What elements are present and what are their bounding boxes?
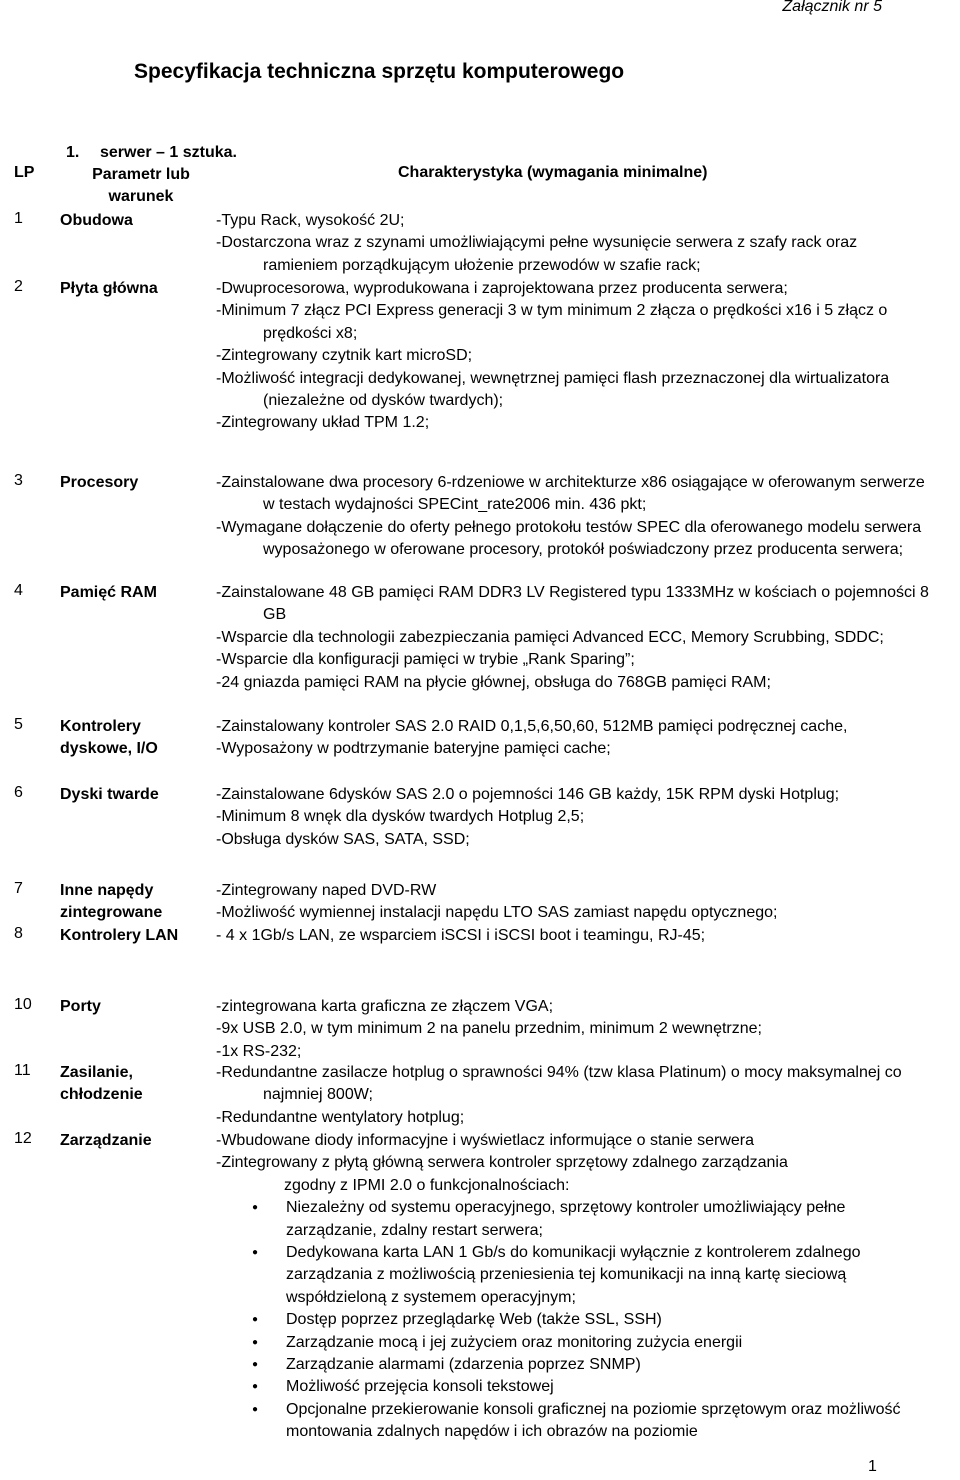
list-item: ● Niezależny od systemu operacyjnego, sprzętowy kontroler umożliwiający pełne zarządzanie, zdalny restart serwera; xyxy=(286,1197,936,1242)
row-desc xyxy=(216,880,936,925)
desc-line: -Wbudowane diody informacyjne i wyświetlacz informujące o stanie serwera xyxy=(216,1132,755,1149)
list-item: ● Zarządzanie mocą i jej zużyciem oraz monitoring zużycia energii xyxy=(286,1332,936,1354)
row-lp: 10 xyxy=(14,996,32,1013)
desc-line: -Redundantne wentylatory hotplug; xyxy=(216,1108,465,1126)
row-param: Obudowa xyxy=(60,212,133,229)
row-param: Kontrolery LAN xyxy=(60,927,179,944)
row-desc xyxy=(216,1062,936,1129)
row-param: Porty xyxy=(60,998,101,1015)
desc-line: -Zintegrowany czytnik kart microSD; xyxy=(216,347,473,365)
row-desc xyxy=(216,716,936,761)
row-param: Zarządzanie xyxy=(60,1132,152,1149)
row-desc xyxy=(216,996,936,1063)
row-lp: 7 xyxy=(14,880,23,897)
desc-line: -Zainstalowany kontroler SAS 2.0 RAID 0,1,5,6,50,60, 512MB pamięci podręcznej cache, xyxy=(216,718,848,735)
list-item: ● Możliwość przejęcia konsoli tekstowej xyxy=(286,1376,936,1398)
desc-line: -Zintegrowany układ TPM 1.2; xyxy=(216,414,430,432)
desc-line: -Wyposażony w podtrzymanie bateryjne pamięci cache; xyxy=(216,740,611,758)
desc-line: -zintegrowana karta graficzna ze złączem VGA; xyxy=(216,998,554,1015)
row-desc xyxy=(216,1130,936,1444)
row-lp: 4 xyxy=(14,582,23,599)
row-desc xyxy=(216,784,936,851)
desc-subline: zgodny z IPMI 2.0 o funkcjonalnościach: xyxy=(284,1176,570,1194)
row-lp: 6 xyxy=(14,784,23,801)
row-desc xyxy=(216,472,936,562)
document-title: Specyfikacja techniczna sprzętu komputerowego xyxy=(134,60,625,83)
desc-line: - 4 x 1Gb/s LAN, ze wsparciem iSCSI i iSCSI boot i teamingu, RJ-45; xyxy=(216,927,706,944)
desc-line: -Typu Rack, wysokość 2U; xyxy=(216,212,405,229)
list-item: ● Dedykowana karta LAN 1 Gb/s do komunikacji wyłącznie z kontrolerem zdalnego zarządzania z możliwością przeniesienia tej komunikacji na inną kartę sieciową współdzieloną z systemem operacyjnym; xyxy=(286,1242,936,1309)
desc-line: -Zainstalowane dwa procesory 6-rdzeniowe w architekturze x86 osiągające w oferowanym serwerze w testach wydajności SPECint_rate2006 min. 436 pkt; xyxy=(216,474,925,514)
desc-line: -Zintegrowany z płytą główną serwera kontroler sprzętowy zdalnego zarządzania xyxy=(216,1154,788,1172)
desc-line: -Wsparcie dla technologii zabezpieczania pamięci Advanced ECC, Memory Scrubbing, SDDC; xyxy=(216,628,884,646)
section-label: serwer – 1 sztuka. xyxy=(100,144,237,161)
row-desc xyxy=(216,278,936,435)
list-item: ● Dostęp poprzez przeglądarkę Web (także SSL, SSH) xyxy=(286,1309,936,1331)
list-item: ● Zarządzanie alarmami (zdarzenia poprzez SNMP) xyxy=(286,1354,936,1376)
desc-line: -Dostarczona wraz z szynami umożliwiającymi pełne wysunięcie serwera z szafy rack oraz ramieniem porządkującym ułożenie przewodów w szafie rack; xyxy=(216,234,858,274)
header-lp: LP xyxy=(14,164,35,181)
row-lp: 8 xyxy=(14,925,23,942)
row-lp: 3 xyxy=(14,472,23,489)
section-number: 1. xyxy=(66,144,80,161)
desc-line: -Wsparcie dla konfiguracji pamięci w trybie „Rank Sparing”; xyxy=(216,651,635,669)
desc-line: -Możliwość integracji dedykowanej, wewnętrznej pamięci flash przeznaczonej dla wirtualizatora (niezależne od dysków twardych); xyxy=(216,369,890,410)
row-lp: 1 xyxy=(14,210,23,227)
row-param: Płyta główna xyxy=(60,280,158,297)
desc-line: -24 gniazda pamięci RAM na płycie głównej, obsługa do 768GB pamięci RAM; xyxy=(216,673,771,691)
desc-line: -1x RS-232; xyxy=(216,1042,302,1060)
row-desc xyxy=(216,210,936,277)
desc-line: -Minimum 7 złącz PCI Express generacji 3 w tym minimum 2 złącza o prędkości x16 i 5 złącz o prędkości x8; xyxy=(216,302,888,342)
spec-table xyxy=(0,164,960,1441)
row-param: Inne napędy zintegrowane xyxy=(60,882,163,921)
section-heading xyxy=(66,144,237,162)
desc-line: -9x USB 2.0, w tym minimum 2 na panelu przednim, minimum 2 wewnętrzne; xyxy=(216,1020,762,1038)
header-char: Charakterystyka (wymagania minimalne) xyxy=(398,164,708,181)
desc-line: -Zainstalowane 48 GB pamięci RAM DDR3 LV Registered typu 1333MHz w kościach o pojemności 8 GB xyxy=(216,584,929,624)
feature-list xyxy=(216,1197,936,1443)
desc-line: -Możliwość wymiennej instalacji napędu LTO SAS zamiast napędu optycznego; xyxy=(216,904,778,922)
row-lp: 12 xyxy=(14,1130,32,1147)
desc-line: -Zainstalowane 6dysków SAS 2.0 o pojemności 146 GB każdy, 15K RPM dyski Hotplug; xyxy=(216,786,840,803)
row-desc xyxy=(216,582,936,694)
desc-line: -Wymagane dołączenie do oferty pełnego protokołu testów SPEC dla oferowanego modelu serwera wyposażonego w oferowane procesory, protokół poświadczony przez producenta serwera; xyxy=(216,518,922,559)
row-desc xyxy=(216,925,936,947)
desc-line: -Zintegrowany naped DVD-RW xyxy=(216,882,437,899)
row-param: Kontrolery dyskowe, I/O xyxy=(60,718,158,757)
desc-line: -Dwuprocesorowa, wyprodukowana i zaprojektowana przez producenta serwera; xyxy=(216,280,788,297)
desc-line: -Obsługa dysków SAS, SATA, SSD; xyxy=(216,830,470,848)
row-lp: 5 xyxy=(14,716,23,733)
row-param: Dyski twarde xyxy=(60,786,159,803)
list-item: ● Opcjonalne przekierowanie konsoli graficznej na poziomie sprzętowym oraz możliwość montowania zdalnych napędów i ich obrazów na poziomie xyxy=(286,1399,936,1444)
row-param: Pamięć RAM xyxy=(60,584,157,601)
row-param: Zasilanie, chłodzenie xyxy=(60,1064,143,1103)
desc-line: -Redundantne zasilacze hotplug o sprawności 94% (tzw klasa Platinum) o mocy maksymalnej co najmniej 800W; xyxy=(216,1064,902,1104)
row-param: Procesory xyxy=(60,474,139,491)
table-header xyxy=(0,164,960,208)
row-lp: 11 xyxy=(14,1062,31,1079)
page-number: 1 xyxy=(868,1458,877,1475)
header-param: Parametr lub warunek xyxy=(92,166,190,205)
row-lp: 2 xyxy=(14,278,23,295)
annex-label: Załącznik nr 5 xyxy=(782,0,882,15)
desc-line: -Minimum 8 wnęk dla dysków twardych Hotplug 2,5; xyxy=(216,808,585,826)
